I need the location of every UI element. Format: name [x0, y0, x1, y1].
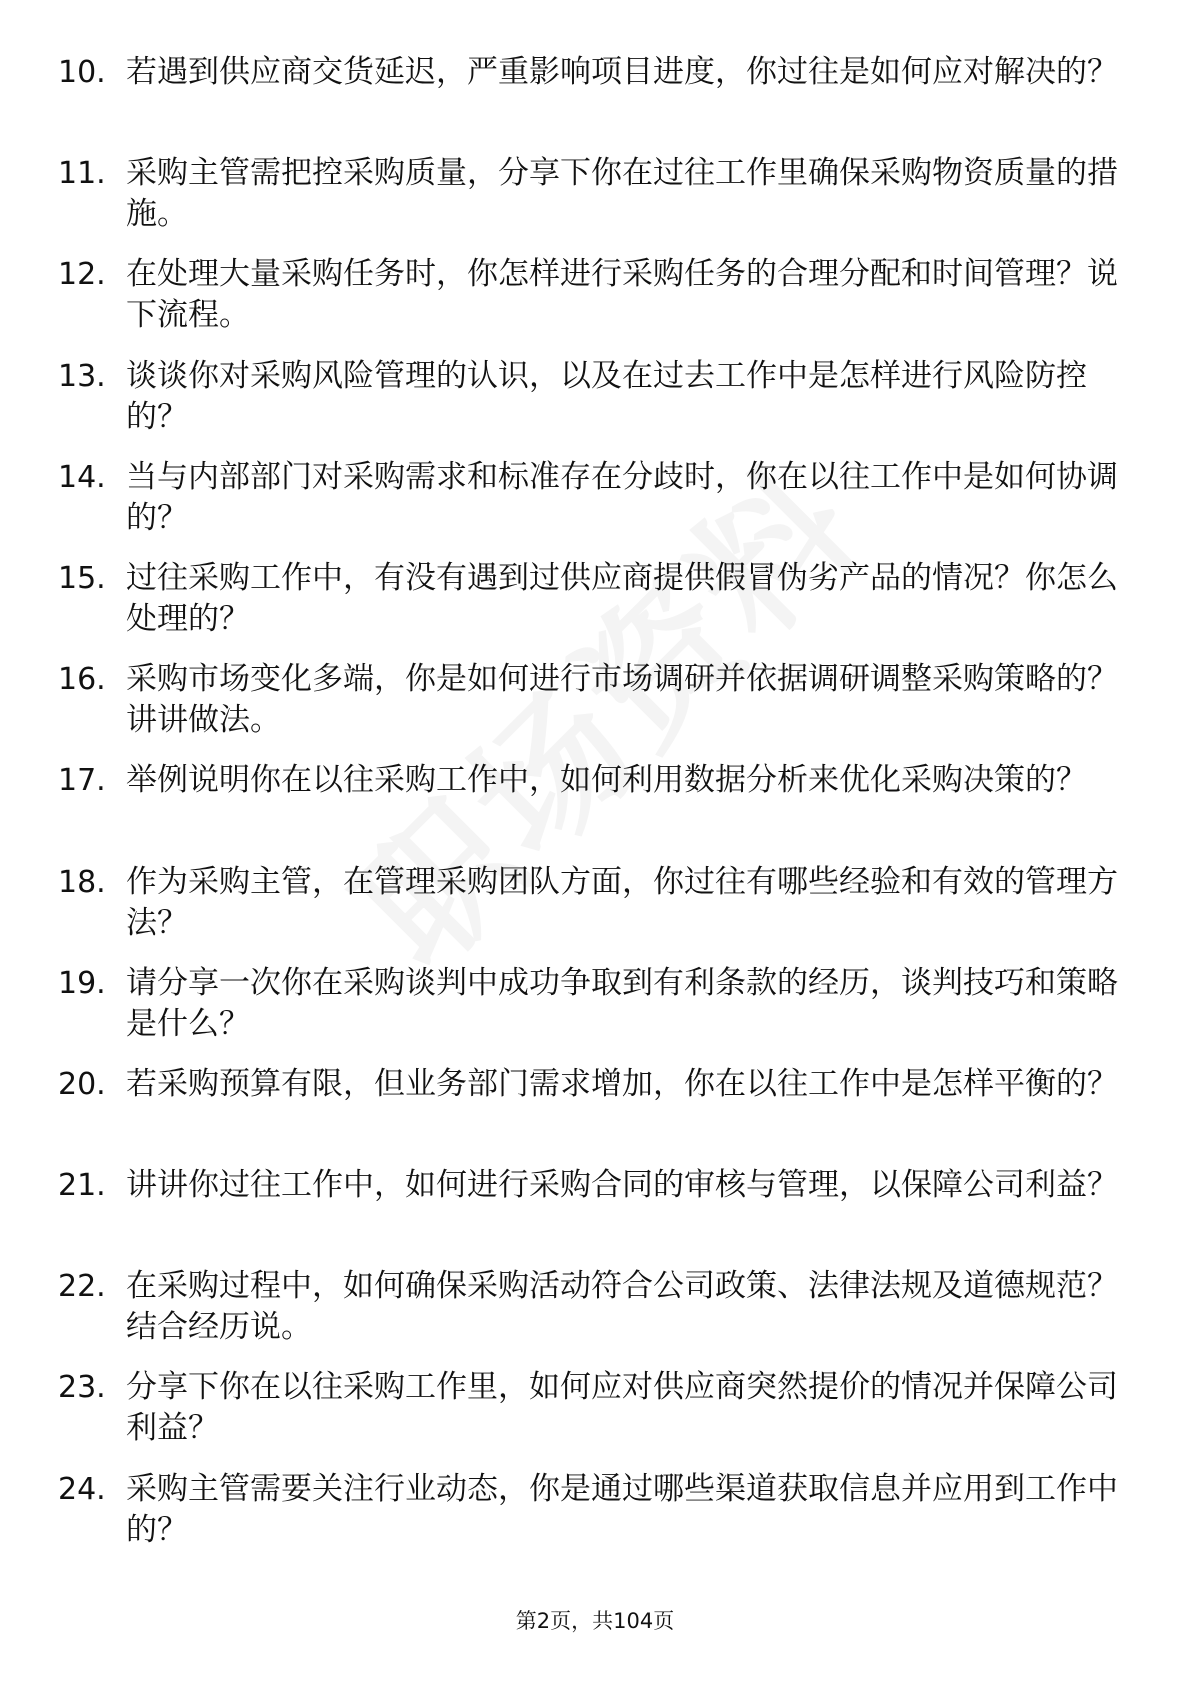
list-item	[58, 1165, 1118, 1266]
list-item	[58, 356, 1118, 457]
question-text: 在采购过程中，如何确保采购活动符合公司政策、法律法规及道德规范？结合经历说。	[126, 1268, 1118, 1346]
question-number: 22.	[58, 1269, 106, 1305]
question-number: 12.	[58, 257, 106, 293]
list-item	[58, 760, 1118, 861]
question-text: 请分享一次你在采购谈判中成功争取到有利条款的经历，谈判技巧和策略是什么？	[126, 964, 1118, 1042]
list-item	[58, 52, 1118, 153]
list-item	[58, 153, 1118, 254]
list-item	[58, 254, 1118, 355]
question-text: 采购市场变化多端，你是如何进行市场调研并依据调研调整采购策略的？讲讲做法。	[126, 661, 1118, 739]
question-text: 谈谈你对采购风险管理的认识，以及在过去工作中是怎样进行风险防控的？	[126, 357, 1087, 435]
question-text: 讲讲你过往工作中，如何进行采购合同的审核与管理，以保障公司利益？	[126, 1167, 1118, 1204]
question-list	[58, 52, 1118, 1570]
page-footer: 第2页，共104页	[515, 1609, 675, 1633]
question-text: 若采购预算有限，但业务部门需求增加，你在以往工作中是怎样平衡的？	[126, 1065, 1118, 1102]
question-number: 17.	[58, 763, 106, 799]
question-text: 当与内部部门对采购需求和标准存在分歧时，你在以往工作中是如何协调的？	[126, 458, 1118, 536]
list-item	[58, 1367, 1118, 1468]
question-number: 14.	[58, 459, 106, 495]
list-item	[58, 1469, 1118, 1570]
question-text: 若遇到供应商交货延迟，严重影响项目进度，你过往是如何应对解决的？	[126, 54, 1118, 90]
question-text: 过往采购工作中，有没有遇到过供应商提供假冒伪劣产品的情况？你怎么处理的？	[126, 559, 1118, 637]
question-number: 10.	[58, 55, 106, 90]
list-item	[58, 963, 1118, 1064]
question-number: 11.	[58, 156, 106, 192]
question-number: 15.	[58, 560, 106, 596]
question-number: 20.	[58, 1066, 106, 1102]
question-number: 19.	[58, 965, 106, 1001]
question-text: 采购主管需把控采购质量，分享下你在过往工作里确保采购物资质量的措施。	[126, 155, 1118, 233]
question-text: 在处理大量采购任务时，你怎样进行采购任务的合理分配和时间管理？说下流程。	[126, 256, 1118, 334]
list-item	[58, 659, 1118, 760]
list-item	[58, 862, 1118, 963]
list-item	[58, 457, 1118, 558]
question-text: 举例说明你在以往采购工作中，如何利用数据分析来优化采购决策的？	[126, 762, 1087, 799]
question-number: 18.	[58, 864, 106, 900]
question-number: 24.	[58, 1471, 106, 1507]
question-number: 16.	[58, 662, 106, 698]
list-item	[58, 558, 1118, 659]
question-text: 采购主管需要关注行业动态，你是通过哪些渠道获取信息并应用到工作中的？	[126, 1470, 1118, 1548]
question-number: 21.	[58, 1168, 106, 1204]
question-number: 13.	[58, 358, 106, 394]
question-text: 作为采购主管，在管理采购团队方面，你过往有哪些经验和有效的管理方法？	[126, 863, 1118, 941]
list-item	[58, 1266, 1118, 1367]
question-text: 分享下你在以往采购工作里，如何应对供应商突然提价的情况并保障公司利益？	[126, 1369, 1118, 1447]
question-number: 23.	[58, 1370, 106, 1406]
list-item	[58, 1064, 1118, 1165]
